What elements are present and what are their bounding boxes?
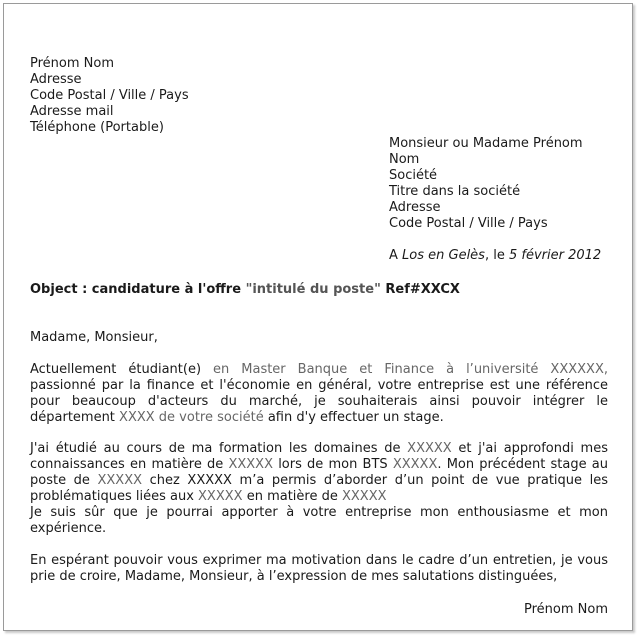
object-ref: Ref#XXCX [380, 282, 460, 297]
sender-phone: Téléphone (Portable) [30, 120, 164, 135]
salutation: Madame, Monsieur, [30, 330, 158, 345]
recipient-surname: Nom [389, 152, 420, 167]
object-label: Object : candidature à l'offre [30, 282, 246, 297]
recipient-company: Société [389, 168, 438, 183]
p2-l3c: chez XXXXX m’a permis d’aborder d’un point de vue pratique les [142, 473, 608, 488]
p2-line-1 [30, 441, 608, 457]
p1-line-3: pour beaucoup d'acteurs du marché, je souhaiterais ainsi pouvoir intégrer le [30, 394, 608, 409]
paragraph-1 [30, 362, 608, 426]
p2-l2a: connaissances en matière de [30, 457, 229, 472]
p2-line-4 [30, 489, 608, 505]
p2-l2c: lors de mon BTS [273, 457, 393, 472]
signature: Prénom Nom [524, 602, 608, 617]
p1-line-1 [30, 362, 608, 378]
p1-l4c: afin d'y effectuer un stage. [263, 410, 444, 425]
p2-l1a: J'ai étudié au cours de ma formation les domaines de [30, 441, 408, 456]
date-value: 5 février 2012 [508, 248, 602, 263]
recipient-address: Adresse [389, 200, 441, 215]
p2-l3b: XXXXX [97, 473, 143, 488]
p3-line-2: prie de croire, Madame, Monsieur, à l’expression de mes salutations distinguées, [30, 569, 558, 584]
p1-l1b: en Master Banque et Finance à l’université XXXXXX, [213, 362, 608, 377]
p1-line-2: passionné par la finance et l'économie en général, votre entreprise est une référence [30, 378, 608, 393]
sender-address: Adresse [30, 72, 82, 87]
recipient-name: Monsieur ou Madame Prénom [389, 136, 583, 151]
p2-l2d: XXXXX [392, 457, 438, 472]
object-position: "intitulé du poste" [245, 282, 381, 297]
p1-l4a: département [30, 410, 120, 425]
sender-city: Code Postal / Ville / Pays [30, 88, 189, 103]
p2-l2e: . Mon précédent stage au [437, 457, 609, 472]
recipient-block [389, 136, 583, 232]
p2-line-5: Je suis sûr que je pourrai apporter à votre entreprise mon enthousiasme et mon [30, 505, 608, 520]
p2-line-6: expérience. [30, 521, 107, 536]
letter-page [3, 3, 633, 631]
p2-l2b: XXXXX [228, 457, 273, 472]
p2-l3a: poste de [30, 473, 98, 488]
p1-l4b: XXXX de votre société [119, 410, 264, 425]
sender-name: Prénom Nom [30, 56, 114, 71]
p2-l1c: et j'ai approfondi mes [451, 441, 608, 456]
paragraph-3 [30, 553, 608, 585]
sender-block [30, 56, 189, 136]
p1-l1a: Actuellement étudiant(e) [30, 362, 214, 377]
p1-line-4 [30, 410, 608, 426]
p2-line-2 [30, 457, 608, 473]
sender-email: Adresse mail [30, 104, 114, 119]
place-date [389, 248, 601, 264]
p2-line-3 [30, 473, 608, 489]
p2-l4b: XXXXX [198, 489, 243, 504]
date-sep: , le [484, 248, 509, 263]
date-place: Los en Gelès [402, 248, 485, 263]
p2-l4d: XXXXX [341, 489, 387, 504]
p2-l4a: problématiques liées aux [30, 489, 199, 504]
recipient-title: Titre dans la société [389, 184, 521, 199]
recipient-city: Code Postal / Ville / Pays [389, 216, 548, 231]
p2-l1b: XXXXX [407, 441, 452, 456]
paragraph-2 [30, 441, 608, 537]
date-prefix: A [389, 248, 403, 263]
p3-line-1: En espérant pouvoir vous exprimer ma motivation dans le cadre d’un entretien, je vous [30, 553, 608, 568]
letter-object [30, 282, 460, 298]
p2-l4c: en matière de [242, 489, 342, 504]
